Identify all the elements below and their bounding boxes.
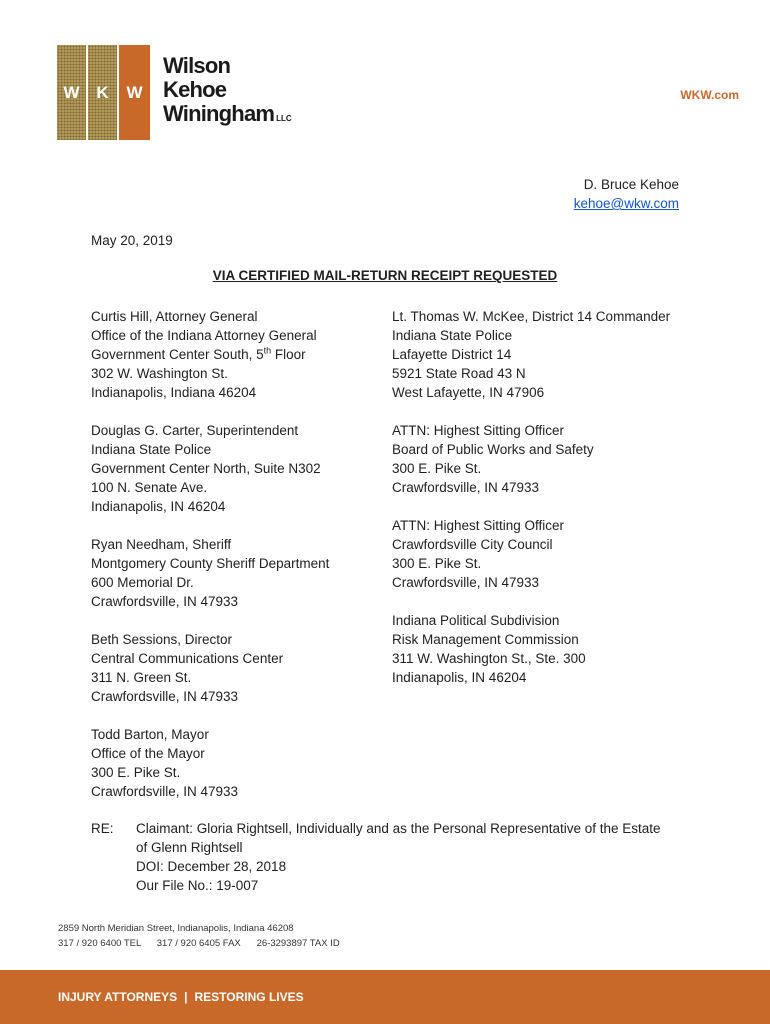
recipient-line: Crawfordsville, IN 47933 (392, 480, 540, 495)
logo-letter-w1: W (57, 45, 86, 140)
footer-band (0, 970, 770, 1024)
logo-name-kehoe: Kehoe (163, 77, 227, 102)
recipient-district-commander (392, 307, 670, 402)
footer-address: 2859 North Meridian Street, Indianapolis, Indiana 46208 (58, 923, 294, 934)
recipient-line: Crawfordsville, IN 47933 (91, 784, 239, 799)
sender-email-link[interactable]: kehoe@wkw.com (573, 196, 679, 211)
recipient-line: Indiana State Police (91, 442, 212, 457)
recipient-line: Douglas G. Carter, Superintendent (91, 423, 299, 438)
recipient-line: Indianapolis, IN 46204 (91, 499, 226, 514)
recipient-line: Indiana Political Subdivision (392, 613, 560, 628)
recipient-line: Board of Public Works and Safety (392, 442, 594, 457)
logo-name-winingham: Winingham LLC (163, 101, 292, 126)
recipient-line: Indianapolis, Indiana 46204 (91, 385, 257, 400)
recipient-city-council (392, 516, 564, 592)
logo-firm-name (163, 54, 292, 131)
recipient-line: Lafayette District 14 (392, 347, 512, 362)
recipient-line: Crawfordsville, IN 47933 (392, 575, 540, 590)
logo-letter-k: K (88, 45, 117, 140)
tagline-separator: | (184, 990, 188, 1004)
recipient-line: Beth Sessions, Director (91, 632, 233, 647)
recipient-line: ATTN: Highest Sitting Officer (392, 518, 565, 533)
recipient-line: Office of the Mayor (91, 746, 205, 761)
recipient-line: 311 N. Green St. (91, 670, 192, 685)
recipient-board-public-works (392, 421, 594, 497)
recipient-line: Office of the Indiana Attorney General (91, 328, 317, 343)
re-file-number: Our File No.: 19-007 (136, 878, 259, 893)
recipient-mayor (91, 725, 238, 801)
logo-llc: LLC (276, 114, 292, 123)
recipient-sheriff (91, 535, 329, 611)
recipient-state-police-superintendent (91, 421, 321, 516)
recipient-line: Todd Barton, Mayor (91, 727, 209, 742)
website-link[interactable]: WKW.com (680, 88, 739, 102)
re-claimant-line2: of Glenn Rightsell (136, 840, 243, 855)
footer-phones: 317 / 920 6400 TEL 317 / 920 6405 FAX 26-3293897 TAX ID (58, 938, 340, 949)
recipient-line: Government Center North, Suite N302 (91, 461, 321, 476)
recipient-risk-management (392, 611, 586, 687)
recipient-line: West Lafayette, IN 47906 (392, 385, 545, 400)
recipient-attorney-general (91, 307, 317, 402)
recipient-line: ATTN: Highest Sitting Officer (392, 423, 565, 438)
recipient-line: Curtis Hill, Attorney General (91, 309, 258, 324)
firm-logo (57, 45, 297, 140)
logo-name-wilson: Wilson (163, 53, 231, 78)
recipient-line: Lt. Thomas W. McKee, District 14 Commander (392, 309, 671, 324)
re-label: RE: (91, 821, 114, 836)
recipient-line: 100 N. Senate Ave. (91, 480, 208, 495)
recipient-communications-center (91, 630, 283, 706)
recipient-line: Risk Management Commission (392, 632, 579, 647)
recipient-line: 600 Memorial Dr. (91, 575, 194, 590)
logo-letter-w2: W (119, 45, 150, 140)
recipient-line: 311 W. Washington St., Ste. 300 (392, 651, 586, 666)
re-claimant-line1: Claimant: Gloria Rightsell, Individually and as the Personal Representative of the Estate (136, 821, 661, 836)
re-details (136, 819, 696, 895)
tagline-injury: INJURY ATTORNEYS (58, 990, 178, 1004)
recipient-line: Ryan Needham, Sheriff (91, 537, 232, 552)
tagline-restoring: RESTORING LIVES (194, 990, 304, 1004)
delivery-method: VIA CERTIFIED MAIL-RETURN RECEIPT REQUESTED (212, 268, 558, 283)
recipient-line: Government Center South, 5th Floor (91, 345, 306, 362)
recipient-line: Crawfordsville, IN 47933 (91, 689, 239, 704)
footer-contact (58, 921, 340, 951)
recipient-line: Crawfordsville, IN 47933 (91, 594, 239, 609)
recipient-line: Indiana State Police (392, 328, 513, 343)
recipient-line: 300 E. Pike St. (392, 461, 482, 476)
recipient-line: 300 E. Pike St. (91, 765, 181, 780)
recipient-line: 5921 State Road 43 N (392, 366, 526, 381)
recipient-line: 302 W. Washington St. (91, 366, 228, 381)
sender-name: D. Bruce Kehoe (583, 177, 679, 192)
recipient-line: Crawfordsville City Council (392, 537, 553, 552)
letter-date: May 20, 2019 (91, 233, 173, 248)
recipient-line: Central Communications Center (91, 651, 284, 666)
re-doi: DOI: December 28, 2018 (136, 859, 287, 874)
recipient-line: Indianapolis, IN 46204 (392, 670, 527, 685)
recipient-line: 300 E. Pike St. (392, 556, 482, 571)
recipient-line: Montgomery County Sheriff Department (91, 556, 330, 571)
